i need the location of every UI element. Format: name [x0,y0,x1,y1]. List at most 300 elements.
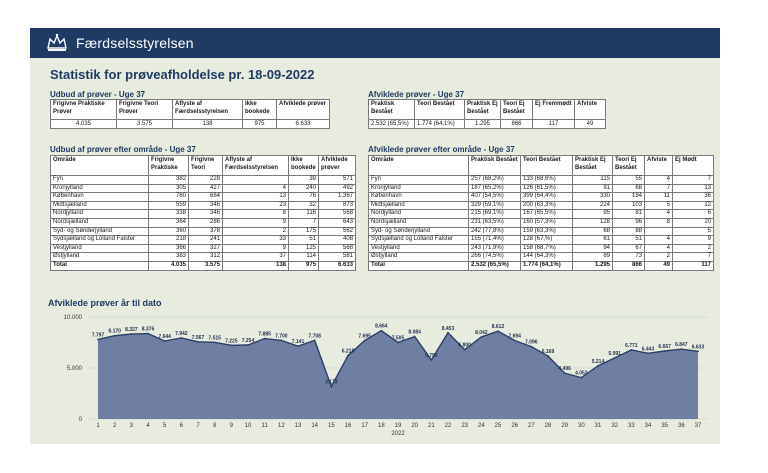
udbud-omraade-cell: Total [51,261,149,270]
udbud-omraade-cell: 643 [319,218,356,227]
udbud-omraade-header: Aflyste af Færdselsstyrelsen [223,156,289,176]
x-tick-label: 19 [394,423,402,429]
data-label: 7.797 [91,332,105,339]
x-tick-label: 18 [377,423,385,429]
udbud-omraade-row [51,184,356,193]
udbud-omraade-cell: 37 [223,253,289,262]
udbud-omraade-cell: 382 [149,176,189,185]
data-label: 6.847 [675,342,688,349]
data-label: 7.695 [358,333,371,340]
x-axis-label: 2022 [391,431,405,437]
udbud-omraade-cell [223,176,289,185]
udbud-omraade-cell: 23 [223,201,289,210]
x-tick-label: 10 [244,423,252,429]
afviklede-omraade-cell: 103 [613,201,645,210]
afviklede-omraade-header: Teori Bestået [521,156,573,176]
udbud-omraade-title: Udbud af prøver efter område - Uge 37 [50,145,196,154]
data-label: 7.644 [158,334,171,341]
afviklede-omraade-cell: 36 [673,193,714,202]
afviklede-omraade-cell: 330 [573,193,613,202]
data-label: 6.800 [458,342,471,349]
udbud-omraade-cell: 366 [149,244,189,253]
data-label: 7.096 [525,339,538,346]
x-tick-label: 7 [196,423,200,429]
x-tick-label: 22 [444,423,452,429]
udbud-omraade-cell: Sydsjælland og Lolland Falster [51,236,149,245]
udbud-title: Udbud af prøver - Uge 37 [50,90,146,99]
afviklede-omraade-cell: 126 (61,5%) [521,184,573,193]
data-point [130,333,132,335]
afviklede-omraade-cell: 158 (68,7%) [521,244,573,253]
afviklede-omraade-cell: Fyn [369,176,469,185]
x-tick-label: 6 [179,423,184,429]
data-point [664,350,666,352]
data-point [397,342,399,344]
data-point [647,352,649,354]
afviklede-omraade-cell: 95 [573,210,613,219]
udbud-omraade-cell: København [51,193,149,202]
afviklede-omraade-cell: 399 (64,4%) [521,193,573,202]
data-point [380,330,382,332]
udbud-omraade-cell: 116 [289,210,319,219]
udbud-omraade-cell: 975 [289,261,319,270]
data-label: 8.612 [491,324,505,331]
afviklede-omraade-cell: 51 [613,236,645,245]
afviklede-omraade-cell: 2 [673,244,714,253]
afviklede-omraade-cell: 9 [673,236,714,245]
udbud-omraade-cell: 305 [149,184,189,193]
udbud-omraade-cell: 138 [223,261,289,270]
data-label: 4.496 [558,366,571,373]
afviklede-omraade-cell: 215 (69,1%) [469,210,521,219]
afviklede-omraade-cell: 88 [613,227,645,236]
afviklede-omraade-total-row [369,261,714,270]
data-label: 7.694 [508,333,521,340]
data-label: 7.885 [258,331,271,338]
udbud-omraade-cell: 559 [149,201,189,210]
afviklede-table [368,99,606,129]
data-label: 5.991 [608,350,621,357]
udbud-omraade-cell: 9 [223,218,289,227]
afviklede-omraade-cell: København [369,193,469,202]
x-tick-label: 35 [661,423,669,429]
udbud-header: Ikke bookede [243,100,277,120]
afviklede-omraade-cell: 13 [673,184,714,193]
afviklede-header: Teori Ej Bestået [501,100,533,120]
udbud-omraade-header: Frigivne Teori [189,156,223,176]
udbud-omraade-header: Ikke bookede [289,156,319,176]
data-label: 6.771 [625,342,638,349]
afviklede-omraade-cell: 4 [645,236,673,245]
afviklede-value: 1.295 [465,120,501,129]
x-tick-label: 20 [411,423,419,429]
afviklede-omraade-row [369,227,714,236]
afviklede-area-chart [46,299,718,443]
udbud-omraade-cell: 568 [319,244,356,253]
afviklede-omraade-cell: 73 [613,253,645,262]
x-tick-label: 9 [229,423,234,429]
afviklede-omraade-cell: 115 [573,176,613,185]
afviklede-omraade-header: Afviste [645,156,673,176]
afviklede-omraade-cell: 6 [673,210,714,219]
x-tick-label: 13 [294,423,302,429]
afviklede-omraade-row [369,184,714,193]
data-label: 3.173 [325,379,338,386]
data-point [314,339,316,341]
udbud-value: 975 [243,120,277,129]
afviklede-omraade-cell: 4 [645,210,673,219]
afviklede-omraade-cell: Nordjylland [369,210,469,219]
data-label: 7.505 [391,335,405,342]
x-tick-label: 37 [694,423,702,429]
data-point [230,344,232,346]
data-label: 7.942 [175,330,188,337]
udbud-omraade-row [51,218,356,227]
udbud-omraade-row [51,193,356,202]
udbud-omraade-cell: 562 [319,227,356,236]
udbud-value: 138 [173,120,243,129]
afviklede-omraade-cell: 89 [573,253,613,262]
statistics-panel [30,58,720,444]
afviklede-omraade-cell: 243 (71,9%) [469,244,521,253]
afviklede-omraade-cell: 407 (54,5%) [469,193,521,202]
udbud-omraade-cell: 581 [319,253,356,262]
udbud-omraade-cell: 51 [289,236,319,245]
data-point [364,340,366,342]
afviklede-omraade-cell: 266 (74,5%) [469,253,521,262]
x-tick-label: 28 [544,423,552,429]
udbud-omraade-row [51,210,356,219]
data-point [580,377,582,379]
udbud-omraade-cell: 327 [189,244,223,253]
udbud-omraade-cell: 571 [319,176,356,185]
y-tick-label: 0 [78,417,82,423]
data-point [480,336,482,338]
data-point [264,338,266,340]
udbud-value: 3.575 [117,120,173,129]
data-point [464,349,466,351]
afviklede-omraade-cell: 2.532 (65,5%) [469,261,521,270]
data-point [597,365,599,367]
afviklede-omraade-cell: 167 (65,5%) [521,210,573,219]
udbud-omraade-row [51,244,356,253]
afviklede-omraade-cell: 12 [673,201,714,210]
x-tick-label: 33 [627,423,635,429]
x-tick-label: 5 [162,423,167,429]
data-point [114,335,116,337]
udbud-omraade-cell: 175 [289,227,319,236]
afviklede-omraade-header: Teori Ej Bestået [613,156,645,176]
udbud-omraade-cell: 8 [223,210,289,219]
data-point [430,359,432,361]
data-point [497,330,499,332]
data-label: 8.664 [375,323,388,330]
udbud-omraade-cell: 9 [223,244,289,253]
data-label: 8.170 [108,328,121,335]
data-point [564,372,566,374]
afviklede-omraade-row [369,218,714,227]
udbud-omraade-cell: 3.575 [189,261,223,270]
afviklede-omraade-cell: 91 [573,184,613,193]
page-title: Statistik for prøveafholdelse pr. 18-09-2022 [50,67,315,82]
afviklede-omraade-cell: 7 [673,176,714,185]
afviklede-omraade-row [369,253,714,262]
afviklede-omraade-cell: 159 (63,3%) [521,227,573,236]
udbud-omraade-cell: 32 [289,201,319,210]
x-tick-label: 8 [212,423,217,429]
afviklede-omraade-row [369,210,714,219]
udbud-table [50,99,330,129]
afviklede-omraade-header: Område [369,156,469,176]
udbud-omraade-row [51,176,356,185]
x-tick-label: 36 [677,423,685,429]
data-point [680,348,682,350]
data-label: 6.667 [658,343,671,350]
udbud-omraade-cell: Nordjylland [51,210,149,219]
data-label: 8.453 [441,325,455,332]
afviklede-header: Praktisk Ej Bestået [465,100,501,120]
udbud-omraade-cell: 4 [223,184,289,193]
udbud-header: Frigivne Teori Prøver [117,100,173,120]
data-point [197,341,199,343]
udbud-omraade-cell: 39 [289,176,319,185]
udbud-omraade-cell: 568 [319,210,356,219]
data-point [697,350,699,352]
afviklede-omraade-header: Praktisk Bestået [469,156,521,176]
x-tick-label: 25 [494,423,502,429]
x-tick-label: 34 [644,423,652,429]
udbud-omraade-cell: 4.035 [149,261,189,270]
afviklede-omraade-header: Praktisk Ej Bestået [573,156,613,176]
udbud-omraade-cell: 240 [289,184,319,193]
afviklede-omraade-cell: 117 [673,261,714,270]
afviklede-omraade-cell: 49 [645,261,673,270]
data-label: 4.053 [575,370,588,377]
afviklede-omraade-cell: 11 [645,193,673,202]
udbud-header: Afviklede prøver [277,100,330,120]
afviklede-omraade-cell: 242 (77,8%) [469,227,521,236]
udbud-omraade-cell: Midtsjælland [51,201,149,210]
data-label: 7.567 [191,334,205,341]
afviklede-header: Afviste [575,100,606,120]
udbud-omraade-cell: 241 [189,236,223,245]
y-tick-label: 10.000 [63,315,82,321]
udbud-omraade-cell: 114 [289,253,319,262]
data-label: 8.327 [125,327,138,334]
data-point [164,340,166,342]
afviklede-value: 866 [501,120,533,129]
udbud-omraade-cell: 125 [289,244,319,253]
udbud-omraade-table [50,155,356,271]
data-point [330,386,332,388]
udbud-omraade-row [51,227,356,236]
afviklede-omraade-cell: 4 [645,244,673,253]
data-point [147,333,149,335]
afviklede-omraade-cell: 231 (63,5%) [469,218,521,227]
data-point [530,346,532,348]
udbud-omraade-cell: 312 [189,253,223,262]
data-label: 7.515 [208,335,221,342]
afviklede-omraade-cell: Midtsjælland [369,201,469,210]
afviklede-omraade-row [369,176,714,185]
afviklede-omraade-cell: 55 [613,176,645,185]
x-tick-label: 27 [527,423,535,429]
afviklede-omraade-cell: 133 (68,6%) [521,176,573,185]
udbud-omraade-row [51,253,356,262]
afviklede-omraade-cell: 144 (64,3%) [521,253,573,262]
data-point [180,337,182,339]
site-header [30,28,720,58]
udbud-omraade-cell: 684 [189,193,223,202]
udbud-omraade-row [51,201,356,210]
udbud-value: 4.035 [51,120,117,129]
udbud-omraade-cell: 6.633 [319,261,356,270]
afviklede-omraade-cell: Syd- og Sønderjylland [369,227,469,236]
udbud-omraade-header: Område [51,156,149,176]
udbud-omraade-cell: Fyn [51,176,149,185]
afviklede-omraade-cell: 187 (65,2%) [469,184,521,193]
data-point [414,336,416,338]
udbud-omraade-cell: Vestjylland [51,244,149,253]
x-tick-label: 1 [96,423,100,429]
data-label: 7.700 [275,333,288,340]
data-label: 8.042 [475,329,488,336]
udbud-omraade-cell: 760 [149,193,189,202]
udbud-omraade-cell: 7 [289,218,319,227]
data-label: 6.169 [541,349,555,356]
afviklede-omraade-cell: 866 [613,261,645,270]
udbud-omraade-cell: 364 [149,218,189,227]
afviklede-omraade-cell: 96 [613,218,645,227]
x-tick-label: 16 [344,423,352,429]
afviklede-omraade-cell: Nordsjælland [369,218,469,227]
afviklede-omraade-cell: 5 [645,201,673,210]
udbud-omraade-cell: 378 [189,227,223,236]
y-tick-label: 5.000 [66,366,82,372]
x-tick-label: 24 [477,423,485,429]
udbud-omraade-cell: 286 [189,218,223,227]
data-point [630,349,632,351]
afviklede-omraade-row [369,201,714,210]
udbud-omraade-cell: 408 [319,236,356,245]
x-tick-label: 21 [427,423,435,429]
udbud-omraade-cell: 218 [149,236,189,245]
udbud-omraade-cell: Kronjylland [51,184,149,193]
afviklede-omraade-title: Afviklede prøver efter område - Uge 37 [368,145,515,154]
x-tick-label: 14 [311,423,319,429]
afviklede-header: Teori Bestået [415,100,465,120]
data-label: 6.443 [641,346,655,353]
data-point [447,332,449,334]
udbud-omraade-cell: 228 [189,176,223,185]
data-label: 5.214 [591,358,605,365]
data-point [280,340,282,342]
crown-logo-icon [46,33,68,53]
udbud-omraade-cell: 33 [223,236,289,245]
afviklede-omraade-cell: 128 [573,218,613,227]
afviklede-omraade-cell: 160 (57,3%) [521,218,573,227]
udbud-omraade-cell: 492 [319,184,356,193]
udbud-value: 6.633 [277,120,330,129]
data-label: 6.633 [691,344,705,351]
udbud-omraade-cell: 346 [189,210,223,219]
afviklede-header: Ej Fremmødt [533,100,575,120]
afviklede-value: 2.532 (65,5%) [369,120,415,129]
afviklede-omraade-cell: 2 [645,253,673,262]
data-point [214,341,216,343]
udbud-omraade-cell: 2 [223,227,289,236]
afviklede-omraade-cell: 81 [613,210,645,219]
udbud-omraade-total-row [51,261,356,270]
afviklede-omraade-cell: Vestjylland [369,244,469,253]
udbud-header: Aflyste af Færdselsstyrelsen [173,100,243,120]
data-label: 8.376 [141,326,155,333]
afviklede-value: 1.774 (64,1%) [415,120,465,129]
data-point [97,339,99,341]
afviklede-omraade-cell [645,227,673,236]
afviklede-omraade-row [369,244,714,253]
afviklede-header: Praktisk Bestået [369,100,415,120]
afviklede-omraade-cell: Total [369,261,469,270]
udbud-omraade-cell: 338 [149,210,189,219]
data-label: 8.084 [408,329,421,336]
udbud-omraade-cell: Nordsjælland [51,218,149,227]
data-point [514,340,516,342]
x-tick-label: 12 [277,423,285,429]
afviklede-omraade-cell: Kronjylland [369,184,469,193]
data-label: 7.708 [308,333,321,340]
data-label: 7.141 [291,339,305,346]
x-tick-label: 23 [461,423,469,429]
afviklede-omraade-cell: 184 [613,193,645,202]
afviklede-omraade-cell: 61 [573,236,613,245]
afviklede-omraade-header: Ej Mødt [673,156,714,176]
udbud-omraade-header: Afviklede prøver [319,156,356,176]
afviklede-omraade-cell: 68 [613,184,645,193]
data-label: 5.790 [425,352,438,359]
x-tick-label: 15 [327,423,335,429]
udbud-omraade-cell: 383 [149,253,189,262]
udbud-omraade-cell: 1.367 [319,193,356,202]
data-point [347,355,349,357]
afviklede-omraade-cell: Østjylland [369,253,469,262]
x-tick-label: 2 [112,423,117,429]
afviklede-omraade-cell: 4 [645,176,673,185]
x-tick-label: 3 [129,423,134,429]
x-tick-label: 4 [146,423,150,429]
afviklede-omraade-cell: 5 [673,227,714,236]
data-label: 7.225 [225,338,238,345]
udbud-omraade-cell: 76 [289,193,319,202]
data-label: 7.254 [241,338,255,345]
data-point [247,344,249,346]
afviklede-omraade-cell: 257 (68,2%) [469,176,521,185]
afviklede-omraade-cell: 1.774 (64,1%) [521,261,573,270]
afviklede-value: 117 [533,120,575,129]
afviklede-omraade-cell: 8 [645,218,673,227]
afviklede-omraade-cell: 155 (71,4%) [469,236,521,245]
afviklede-value: 49 [575,120,606,129]
udbud-header: Frigivne Praktiske Prøver [51,100,117,120]
data-point [614,357,616,359]
afviklede-omraade-cell: 7 [673,253,714,262]
afviklede-omraade-cell: 200 (63,3%) [521,201,573,210]
afviklede-omraade-table [368,155,714,271]
x-tick-label: 29 [561,423,569,429]
afviklede-omraade-cell: 67 [613,244,645,253]
udbud-omraade-cell: 346 [189,201,223,210]
x-tick-label: 31 [594,423,602,429]
